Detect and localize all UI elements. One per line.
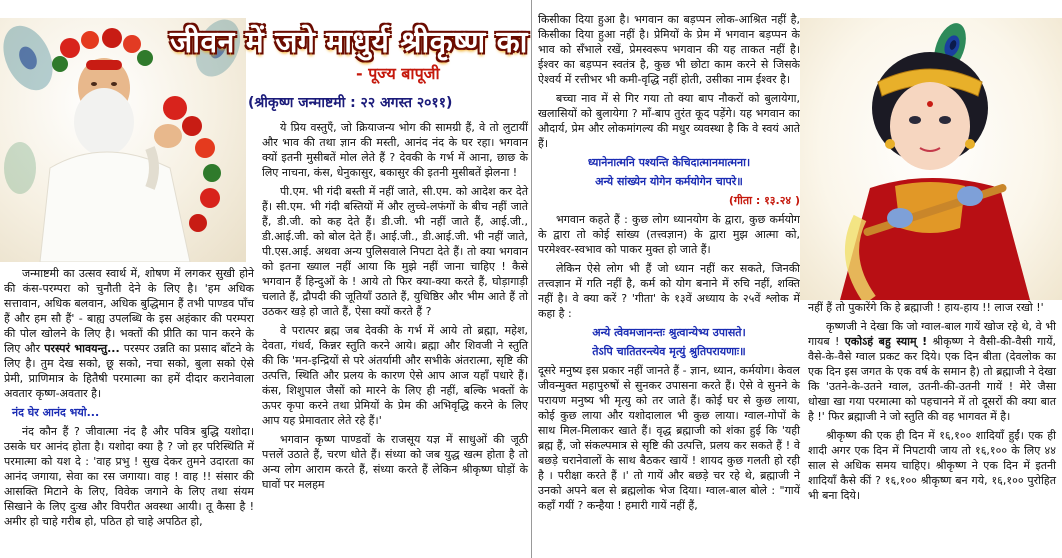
gita-verse-line: तेऽपि चातितरन्त्येव मृत्युं श्रुतिपरायणाः॥ (592, 345, 746, 358)
paragraph (808, 319, 1056, 424)
paragraph-text: जन्माष्टमी का उत्सव स्वार्थ में, शोषण में लगकर सुखी होने की कंस-परम्परा को चुनौती देने के लिए है। 'हम अधिक सत्तावान, अधिक बलवान, अधिक बुद्धिमान हैं तभी पाण्डव पाँच हैं और हम सौ हैं' - बाह्य उपलब्धि के इस अहंकार की परम्परा की पोल खोलने के लिए है। भक्तों की प्रीति का पान करने के लिए और (4, 267, 254, 355)
paragraph: श्रीकृष्ण की एक ही दिन में १६,१०० शादियाँ हुईं। एक ही शादी अगर एक दिन में निपटायी जाय तो १६,१०० के लिए ४४ साल से अधिक समय चाहिए। श्रीकृष्ण ने एक दिन में इतनी शादियाँ कैसे कीं ? १६,१०० श्रीकृष्ण बन गये, १६,१०० पुरोहित भी बना दिये। (808, 429, 1056, 502)
verse-reference: (गीता : १३.२४ ) (728, 194, 800, 207)
blue-hand (887, 208, 913, 228)
gita-verse-line: ध्यानेनात्मनि पश्यन्ति केचिदात्मानमात्मना। (587, 156, 751, 169)
face (890, 82, 970, 170)
paragraph: पी.एम. भी गंदी बस्ती में नहीं जाते, सी.एम. को आदेश कर देते हैं। सी.एम. भी गंदी बस्तियों में और लुच्चे-लफंगों के बीच नहीं जाते हैं, डी.जी. को कह देते हैं। डी.जी. भी नहीं जाते हैं, आई.जी., डी.आई.जी. को बोल देते हैं। आई.जी., डी.आई.जी. भी नहीं जाते, पी.एस.आई. अथवा अन्य पुलिसवाले निपटा देते हैं। तो क्या भगवान को इतना ख्याल नहीं आया कि मुझे नहीं जाना चाहिए ! कैसे भगवान हैं हिन्दुओं के ! आये तो फिर क्या-क्या करते हैं, घोड़ागाड़ी चलाते हैं, द्रौपदी की जूतियाँ उठाते हैं, युधिष्ठिर और भीम आते हैं तो उठकर खड़े हो जाते हैं, ऐसा क्यों करते हैं ? (262, 185, 528, 318)
gita-verse-line: अन्ये त्वेवमजानन्तः श्रुत्वान्येभ्य उपासते। (592, 326, 746, 339)
raised-hand (154, 124, 182, 148)
paragraph: भगवान कृष्ण पाण्डवों के राजसूय यज्ञ में साधुओं की जूठी पत्तलें उठाते हैं, चरण धोते हैं। संध्या को जब युद्ध खत्म होता है तो अन्य लोग आराम करते हैं, संध्या करते हैं लेकिन श्रीकृष्ण घोड़ों के घावों पर मलहम (262, 433, 528, 491)
gita-verse-line: अन्ये सांख्येन योगेन कर्मयोगेन चापरे॥ (595, 175, 743, 188)
paragraph: ये प्रिय वस्तुएँ, जो क्रियाजन्य भोग की सामग्री हैं, वे तो लुटायीं और भाव की तथा ज्ञान की मस्ती, आनंद नंद के घर रहा। भगवान क्यों इतनी मुसीबतें मोल लेते हैं ? देवकी के गर्भ में आना, छाछ के लिए नाचना, कंस, धेनुकासुर, बकासुर की इतनी मुसीबतें झेलना ! (262, 121, 528, 179)
paragraph-text: कृष्णजी ने देखा कि जो ग्वाल-बाल गायें खोज रहे थे, वे भी गायब ! (808, 320, 1056, 348)
paragraph-bold-text: परस्परं भावयन्तु... (44, 342, 120, 355)
right-column-1 (538, 12, 800, 517)
paragraph (4, 266, 254, 401)
paragraph-text: परस्पर उन्नति का प्रसाद बाँटने के लिए है। तुम देख सको, छू सको, नचा सको, बुला सको ऐसे प्रेमी, प्राणिमात्र के हितैषी परमात्मा का हमें दीदार करानेवाला अवतार कृष्ण-अवतार है। (4, 342, 255, 400)
paragraph: बच्चा नाव में से गिर गया तो क्या बाप नौकरों को बुलायेगा, खलासियों को बुलायेगा ? माँ-बाप तुरंत कूद पड़ेंगे। यह भगवान का औदार्य, प्रेम और लोकमांगल्य की मधुर व्यवस्था है कि वे स्वयं आते हैं। (538, 92, 800, 150)
author-byline: - पूज्य बापूजी (356, 64, 440, 83)
paragraph: नहीं हैं तो पुकारेंगे कि हे ब्रह्माजी ! हाय-हाय !! लाज रखो !' (808, 301, 1044, 314)
left-column-2 (262, 120, 528, 496)
headline: जीवन में जगे माधुर्य श्रीकृष्ण का (170, 25, 528, 60)
paragraph-text: श्रीकृष्ण ने वैसी-की-वैसी गायें, वैसे-के-वैसे ग्वाल प्रकट कर दिये। एक दिन बीता (देवलोक का एक दिन इस जगत के एक वर्ष के समान है) तो ब्रह्माजी ने देखा कि 'उतने-के-उतने ग्वाल, उतनी-की-उतनी गायें ! मेरे जैसा धोखा खा गया परमात्मा को पहचानने में तो दूसरों की क्या बात है !' फिर ब्रह्माजी ने जो स्तुति की वह भागवत में है। (808, 335, 1056, 423)
paragraph: लेकिन ऐसे लोग भी हैं जो ध्यान नहीं कर सकते, जिनकी तत्त्वज्ञान में गति नहीं है, कर्म को योग बनाने में रुचि नहीं, शक्ति नहीं है। वे क्या करें ? 'गीता' के १३वें अध्याय के २५वें श्लोक में कहा है : (538, 262, 800, 320)
right-page (532, 0, 1062, 558)
beard (74, 88, 134, 156)
blue-hand (957, 186, 983, 206)
paragraph: भगवान कहते हैं : कुछ लोग ध्यानयोग के द्वारा, कुछ कर्मयोग के द्वारा तो कोई सांख्य (तत्त्वज्ञान) के द्वारा मुझ आत्मा को, परमेश्वर-स्वभाव को पाकर मुक्त हो जाते हैं। (538, 213, 800, 256)
paragraph: वे परात्पर ब्रह्म जब देवकी के गर्भ में आये तो ब्रह्मा, महेश, देवता, गंधर्व, किन्नर स्तुति करने आये। ब्रह्मा और शिवजी ने स्तुति की कि 'मन-इन्द्रियों से परे अंतर्यामी और सभीके अंतरात्मा, सृष्टि की उत्पत्ति, स्थिति और प्रलय के कारण ऐसे आप आज यहाँ पधारे हैं। कंस, शिशुपाल जैसों को मारने के लिए ही नहीं, बल्कि भक्तों के ऊपर कृपा करने तथा प्रेमियों के प्रेम की अभिवृद्धि करने के लिए आप यह प्रेमावतार लेते रहे हैं।' (262, 324, 528, 427)
left-column-1 (4, 266, 254, 533)
paragraph: नंद कौन हैं ? जीवात्मा नंद है और पवित्र बुद्धि यशोदा। उसके घर आनंद होता है। यशोदा क्या है ? जो हर परिस्थिति में परमात्मा को यश दे : 'वाह प्रभु ! सुख देकर तुमने उदारता का आनंद जगाया, सेवा का रस जगाया। वाह ! वाह !! संसार की आसक्ति मिटाने के लिए, विवेक जगाने के लिए तथा संयम सिखाने के लिए दुःख और विपरीत अवस्था आयी। तू कैसा है ! अमीर हो चाहे गरीब हो, पठित हो चाहे अपठित हो, (4, 425, 254, 528)
krishna-illustration (800, 18, 1062, 300)
right-column-2 (808, 300, 1056, 507)
subheadline-date: (श्रीकृष्ण जन्माष्टमी : २२ अगस्त २०११) (248, 95, 453, 111)
paragraph: दूसरे मनुष्य इस प्रकार नहीं जानते हैं - ज्ञान, ध्यान, कर्मयोग। केवल जीवन्मुक्त महापुरुषों से सुनकर उपासना करते हैं। ऐसे वे सुनने के परायण मनुष्य भी मृत्यु को तर जाते हैं। कोई घर से कुछ लाया, कोई कुछ लाया और यशोदालाल भी कुछ लाया। ग्वाल-गोपों के साथ मिल-मिलाकर खाते हैं। वृद्ध ब्रह्माजी को शंका हुई कि 'यही ब्रह्म हैं, जो संकल्पमात्र से सृष्टि की उत्पत्ति, प्रलय कर सकते हैं ! वे बछड़े चरानेवालों के साथ बैठकर खायें ! शायद कुछ गलती हो रही है । परीक्षा करते हैं ।' तो गायें और बछड़े चर रहे थे, ब्रह्माजी ने उनको अपने बल से ब्रह्मलोक भेज दिया। ग्वाल-बाल बोले : "गायें कहाँ गयीं ? कन्हैया ! हमारी गायें नहीं हैं, (538, 364, 800, 512)
section-subheading: नंद घेर आनंद भयो... (12, 406, 100, 419)
krishna-figure (800, 18, 1062, 300)
white-robe (40, 152, 190, 262)
paragraph: किसीका दिया हुआ है। भगवान का बड़प्पन लोक-आश्रित नहीं है, किसीका दिया हुआ नहीं है। प्रेमियों के प्रेम में भगवान बड़प्पन के भाव को सँभाले रखें, प्रेमस्वरूप भगवान की यह ताकत नहीं है। ईश्वर का बड़प्पन स्वतंत्र है, कुछ भी छोटा काम करने से जिसके ऐश्वर्य में रत्तीभर भी कमी-वृद्धि नहीं होती, उसीका नाम ईश्वर है। (538, 13, 800, 86)
paragraph-bold-text: एकोऽहं बहु स्याम् ! (844, 335, 928, 348)
